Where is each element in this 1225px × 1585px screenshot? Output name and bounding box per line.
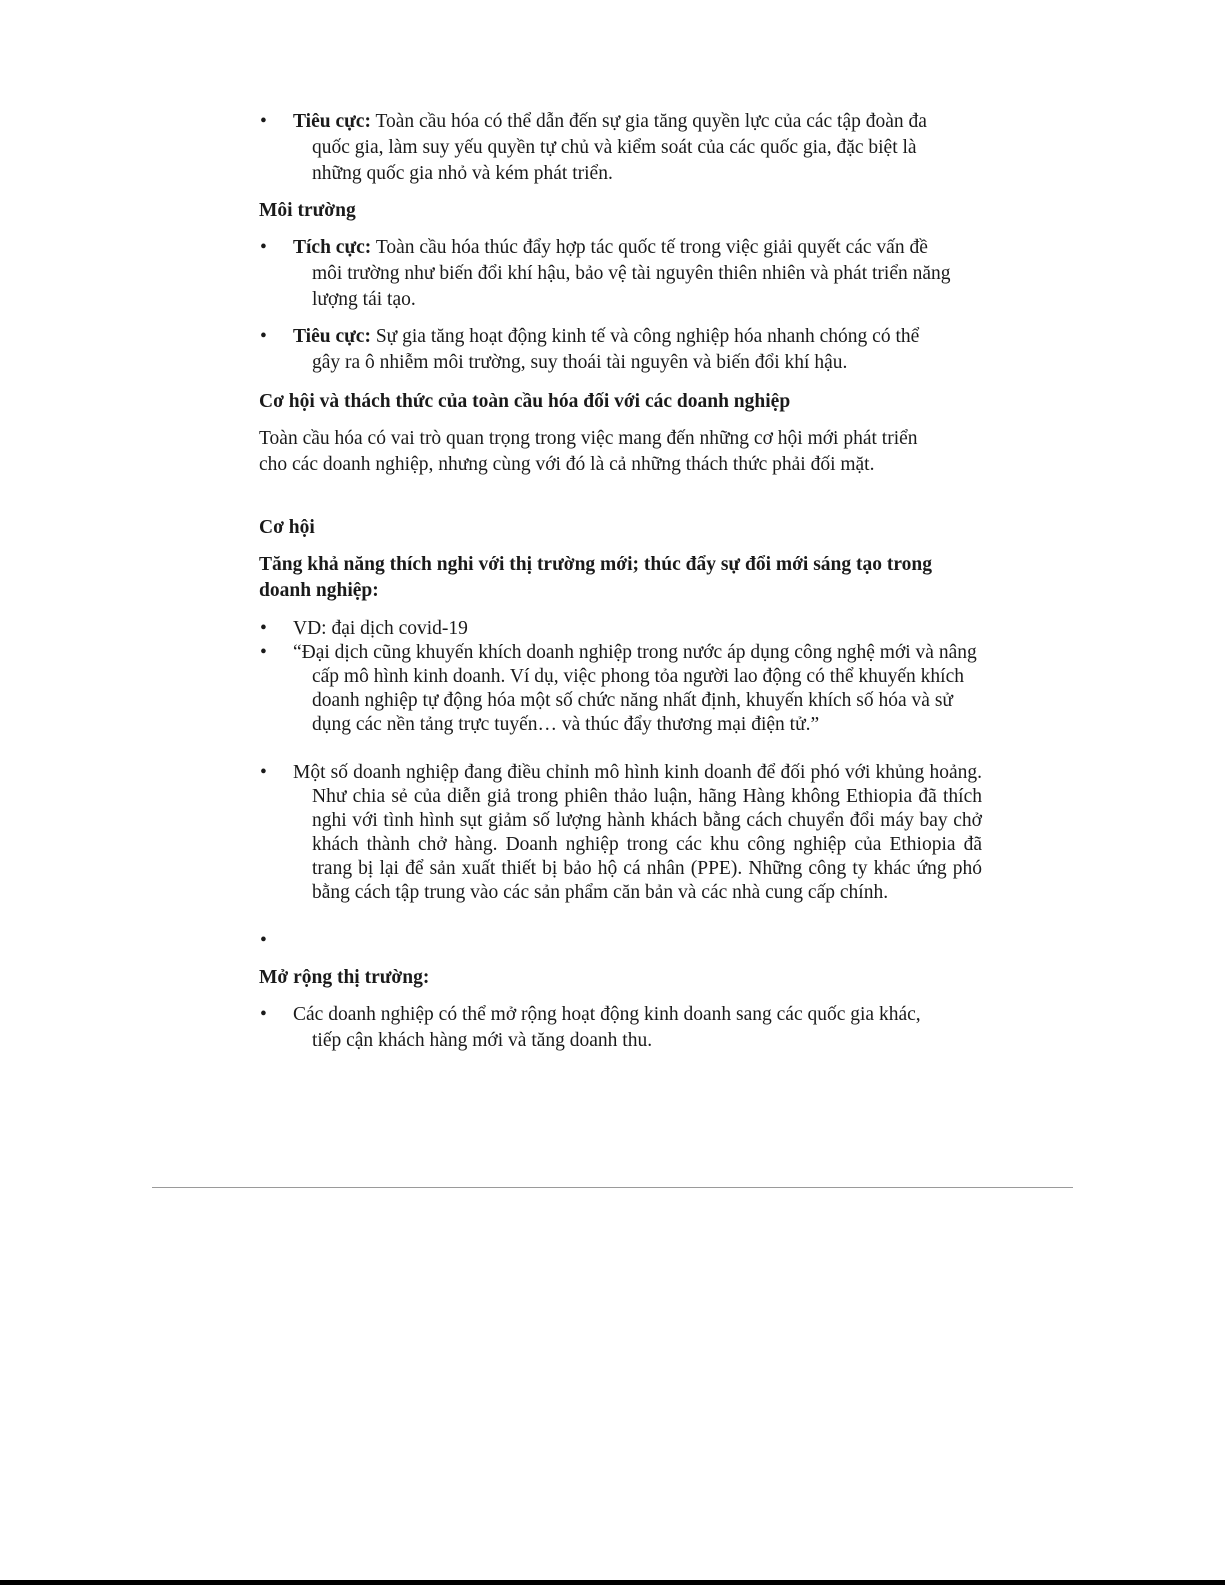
bullet-marker: • bbox=[260, 326, 267, 347]
text-positive: Toàn cầu hóa thúc đẩy hợp tác quốc tế trong việc giải quyết các vấn đề môi trường như biến đổi khí hậu, bảo vệ tài nguyên thiên nhiên và phát triển năng lượng tái tạo. bbox=[312, 237, 951, 310]
bullet-marker: • bbox=[260, 642, 267, 663]
bullet-marker: • bbox=[260, 930, 267, 951]
bottom-edge-bar bbox=[0, 1580, 1225, 1585]
label-negative: Tiêu cực: bbox=[293, 111, 371, 132]
bullet-empty bbox=[260, 929, 952, 953]
label-positive: Tích cực: bbox=[293, 237, 372, 258]
bullet-market-expansion: • Các doanh nghiệp có thể mở rộng hoạt động kinh doanh sang các quốc gia khác, tiếp cận khách hàng mới và tăng doanh thu. bbox=[260, 1004, 921, 1051]
bullet-marker: • bbox=[260, 618, 267, 639]
heading-opportunities-challenges: Cơ hội và thách thức của toàn cầu hóa đối với các doanh nghiệp bbox=[259, 391, 791, 412]
intro-paragraph: Toàn cầu hóa có vai trò quan trọng trong việc mang đến những cơ hội mới phát triển cho các doanh nghiệp, nhưng cùng với đó là cả những thách thức phải đối mặt. bbox=[259, 428, 918, 475]
bullet-env-negative bbox=[260, 324, 952, 376]
bullet-marker: • bbox=[260, 762, 267, 783]
bullet-politics-negative bbox=[260, 109, 952, 187]
heading-market-expansion: Mở rộng thị trường: bbox=[259, 967, 430, 988]
bullet-env-positive bbox=[260, 235, 952, 313]
bullet-marker: • bbox=[260, 1004, 267, 1025]
page-divider bbox=[152, 1187, 1073, 1188]
text-negative: Sự gia tăng hoạt động kinh tế và công nghiệp hóa nhanh chóng có thể gây ra ô nhiễm môi trường, suy thoái tài nguyên và biến đổi khí hậu. bbox=[312, 326, 920, 373]
heading-adaptability: Tăng khả năng thích nghi với thị trường mới; thúc đẩy sự đổi mới sáng tạo trong doanh nghiệp: bbox=[259, 554, 933, 601]
text-negative: Toàn cầu hóa có thể dẫn đến sự gia tăng quyền lực của các tập đoàn đa quốc gia, làm suy yếu quyền tự chủ và kiểm soát của các quốc gia, đặc biệt là những quốc gia nhỏ và kém phát triển. bbox=[312, 111, 927, 184]
label-negative: Tiêu cực: bbox=[293, 326, 371, 347]
bullet-covid-example: • VD: đại dịch covid-19 bbox=[260, 618, 468, 639]
bullet-pandemic-quote: • “Đại dịch cũng khuyến khích doanh nghiệp trong nước áp dụng công nghệ mới và nâng cấp mô hình kinh doanh. Ví dụ, việc phong tỏa người lao động có thể khuyến khích doanh nghiệp tự động hóa một số chức năng nhất định, khuyến khích số hóa và sử dụng các nền tảng trực tuyến… và thúc đẩy thương mại điện tử.” bbox=[260, 642, 977, 735]
bullet-business-adaptation: • Một số doanh nghiệp đang điều chỉnh mô hình kinh doanh để đối phó với khủng hoảng. Như chia sẻ của diễn giả trong phiên thảo luận, hãng Hàng không Ethiopia đã thích nghi với tình hình sụt giảm số lượng hành khách bằng cách chuyển đổi máy bay chở khách thành chở hàng. Doanh nghiệp trong các khu công nghiệp của Ethiopia đã trang bị lại để sản xuất thiết bị bảo hộ cá nhân (PPE). Những công ty khác ứng phó bằng cách tập trung vào các sản phẩm căn bản và các nhà cung cấp chính. bbox=[260, 762, 982, 903]
bullet-marker: • bbox=[260, 111, 267, 132]
heading-opportunities: Cơ hội bbox=[259, 517, 315, 538]
bullet-marker: • bbox=[260, 237, 267, 258]
heading-environment: Môi trường bbox=[259, 200, 356, 221]
